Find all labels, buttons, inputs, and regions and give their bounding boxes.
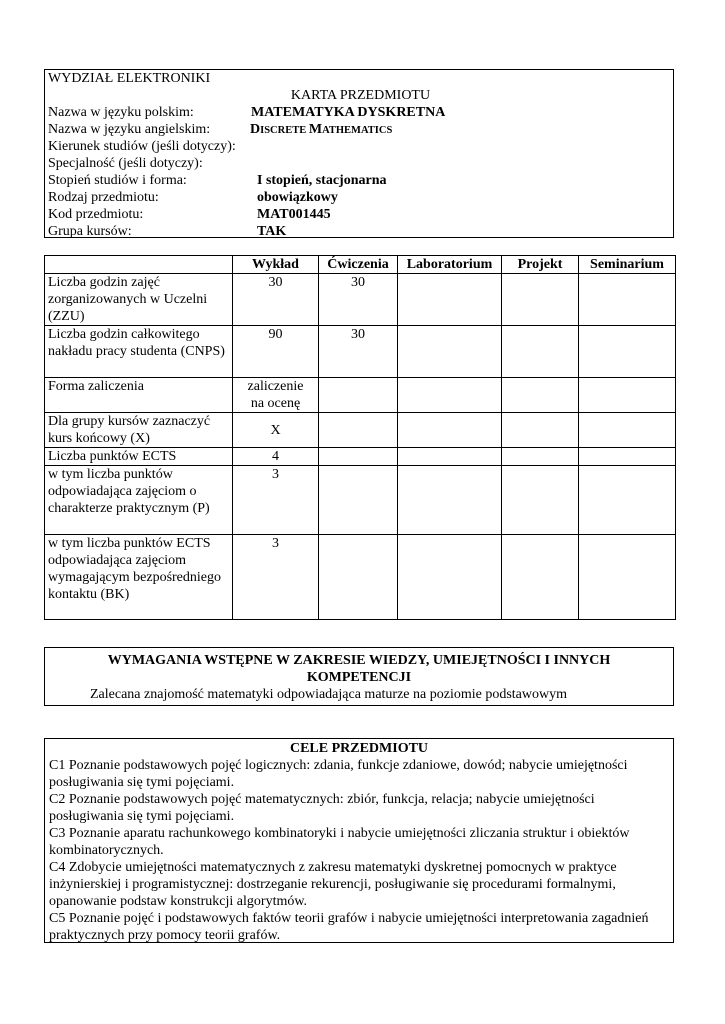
cell-value <box>579 413 676 448</box>
english-name-row <box>48 121 673 138</box>
table-row <box>45 448 676 466</box>
row-label: Liczba godzin zajęć zorganizowanych w Uczelni (ZZU) <box>45 274 233 326</box>
cell-value <box>398 466 502 535</box>
study-level-value: I stopień, stacjonarna <box>257 173 387 188</box>
cell-value: 4 <box>233 448 319 466</box>
cell-value <box>502 535 579 620</box>
row-label: Forma zaliczenia <box>45 378 233 413</box>
row-label: Dla grupy kursów zaznaczyć kurs końcowy (X) <box>45 413 233 448</box>
cell-value <box>398 274 502 326</box>
course-group-row <box>48 223 673 240</box>
study-level-label: Stopień studiów i forma: <box>48 173 187 188</box>
header-cell-project: Projekt <box>502 256 579 274</box>
polish-name-row <box>48 104 673 121</box>
header-cell-laboratory: Laboratorium <box>398 256 502 274</box>
course-type-label: Rodzaj przedmiotu: <box>48 190 159 205</box>
cell-value <box>398 378 502 413</box>
course-group-label: Grupa kursów: <box>48 224 132 239</box>
cell-value <box>319 448 398 466</box>
cell-value <box>502 326 579 378</box>
english-name-label: Nazwa w języku angielskim: <box>48 122 211 137</box>
field-of-study-label: Kierunek studiów (jeśli dotyczy): <box>48 139 236 154</box>
cell-value <box>579 448 676 466</box>
header-cell-seminar: Seminarium <box>579 256 676 274</box>
cell-value <box>398 448 502 466</box>
course-code-row <box>48 206 673 223</box>
prerequisites-title: WYMAGANIA WSTĘPNE W ZAKRESIE WIEDZY, UMIEJĘTNOŚCI I INNYCH KOMPETENCJI <box>107 653 611 685</box>
cell-value <box>579 274 676 326</box>
cell-value: 30 <box>233 274 319 326</box>
row-label: Liczba punktów ECTS <box>45 448 233 466</box>
cell-value <box>502 274 579 326</box>
course-group-value: TAK <box>257 224 287 239</box>
goal-item-c2: C2 Poznanie podstawowych pojęć matematycznych: zbiór, funkcja, relacja; nabycie umiejętności posługiwania się tymi pojęciami. <box>49 792 595 824</box>
goal-item-c4: C4 Zdobycie umiejętności matematycznych z zakresu matematyki dyskretnej pomocnych w praktyce inżynierskiej i programistycznej: dostrzeganie rekurencji, posługiwanie się procedurami formalnymi, opanowanie podstaw konstrukcji algorytmów. <box>49 860 617 909</box>
goal-item-c1: C1 Poznanie podstawowych pojęć logicznych: zdania, funkcje zdaniowe, dowód; nabycie umiejętności posługiwania się tymi pojęciami. <box>49 758 628 790</box>
cell-value <box>398 535 502 620</box>
prerequisites-text: Zalecana znajomość matematyki odpowiadająca maturze na poziomie podstawowym <box>90 687 567 702</box>
prerequisites-box <box>44 647 674 706</box>
course-type-value: obowiązkowy <box>257 190 338 205</box>
header-cell-empty <box>45 256 233 274</box>
table-row <box>45 535 676 620</box>
cell-value <box>398 326 502 378</box>
cell-value: X <box>233 413 319 448</box>
field-of-study-row <box>48 138 673 155</box>
polish-name-value: MATEMATYKA DYSKRETNA <box>251 105 446 120</box>
card-title: KARTA PRZEDMIOTU <box>290 88 431 103</box>
row-label: w tym liczba punktów ECTS odpowiadająca zajęciom wymagającym bezpośredniego kontaktu (BK) <box>45 535 233 620</box>
cell-value: zaliczenie na ocenę <box>233 378 319 413</box>
cell-value <box>502 378 579 413</box>
cell-value <box>319 413 398 448</box>
cell-value: 30 <box>319 326 398 378</box>
cell-value <box>579 378 676 413</box>
cell-value <box>319 466 398 535</box>
study-level-row <box>48 172 673 189</box>
course-code-label: Kod przedmiotu: <box>48 207 144 222</box>
cell-value <box>502 466 579 535</box>
cell-value <box>319 378 398 413</box>
faculty-row <box>48 70 673 87</box>
goal-item-c5: C5 Poznanie pojęć i podstawowych faktów teorii grafów i nabycie umiejętności interpretowania zagadnień praktycznych przy pomocy teorii grafów. <box>49 911 649 943</box>
course-goals-title: CELE PRZEDMIOTU <box>289 741 429 756</box>
specialty-label: Specjalność (jeśli dotyczy): <box>48 156 203 171</box>
cell-value <box>579 326 676 378</box>
cell-value: 90 <box>233 326 319 378</box>
faculty-name: WYDZIAŁ ELEKTRONIKI <box>48 71 211 86</box>
header-cell-exercises: Ćwiczenia <box>319 256 398 274</box>
row-label: Liczba godzin całkowitego nakładu pracy studenta (CNPS) <box>45 326 233 378</box>
course-header-box <box>44 69 674 238</box>
cell-value: 3 <box>233 535 319 620</box>
header-cell-lecture: Wykład <box>233 256 319 274</box>
english-name-value: DISCRETE MATHEMATICS <box>250 122 393 137</box>
card-title-row <box>48 87 673 104</box>
table-row <box>45 274 676 326</box>
course-type-row <box>48 189 673 206</box>
table-row <box>45 326 676 378</box>
hours-table-header <box>45 256 676 274</box>
cell-value <box>579 466 676 535</box>
cell-value <box>319 535 398 620</box>
hours-table <box>44 255 676 620</box>
course-goals-box <box>44 738 674 943</box>
course-code-value: MAT001445 <box>257 207 331 222</box>
table-row <box>45 466 676 535</box>
polish-name-label: Nazwa w języku polskim: <box>48 105 194 120</box>
specialty-row <box>48 155 673 172</box>
cell-value: 3 <box>233 466 319 535</box>
cell-value <box>502 413 579 448</box>
row-label: w tym liczba punktów odpowiadająca zajęciom o charakterze praktycznym (P) <box>45 466 233 535</box>
goal-item-c3: C3 Poznanie aparatu rachunkowego kombinatoryki i nabycie umiejętności zliczania struktur i obiektów kombinatorycznych. <box>49 826 630 858</box>
table-row <box>45 413 676 448</box>
cell-value: 30 <box>319 274 398 326</box>
cell-value <box>579 535 676 620</box>
cell-value <box>502 448 579 466</box>
table-row <box>45 378 676 413</box>
cell-value <box>398 413 502 448</box>
